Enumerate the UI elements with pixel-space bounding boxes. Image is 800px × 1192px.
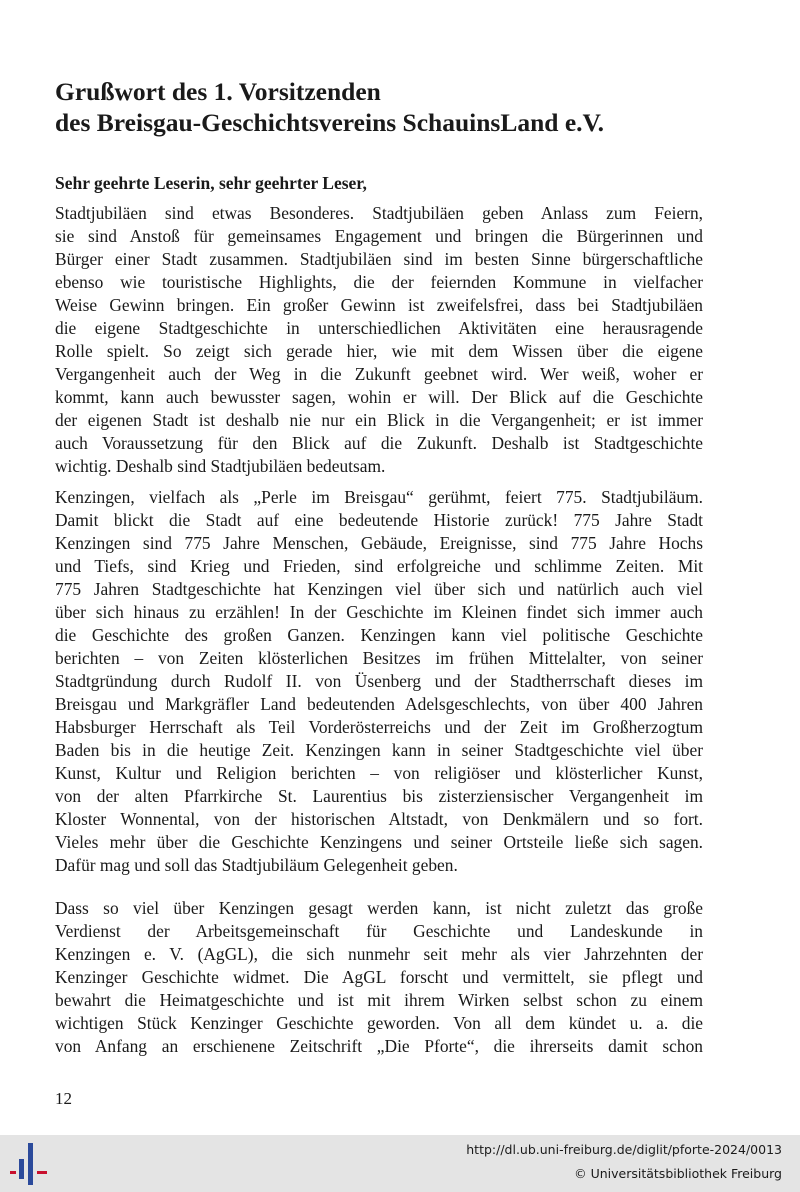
text-line: Vergangenheit auch der Weg in die Zukunft geebnet wird. Wer weiß, woher er: [55, 364, 703, 384]
text-line: berichten – von Zeiten klösterlichen Besitzes im frühen Mittelalter, von seiner: [55, 648, 703, 668]
text-line: über sich hinaus zu erzählen! In der Geschichte im Kleinen findet sich immer auch: [55, 602, 703, 622]
paragraph-2: [55, 486, 703, 877]
footer-bar: [0, 1135, 800, 1192]
title-line-2: des Breisgau-Geschichtsvereins SchauinsLand e.V.: [55, 108, 605, 137]
title-line-1: Grußwort des 1. Vorsitzenden: [55, 77, 381, 106]
text-line: auch Voraussetzung für den Blick auf die Zukunft. Deshalb ist Stadtgeschichte: [55, 433, 703, 453]
text-line: Dafür mag und soll das Stadtjubiläum Gelegenheit geben.: [55, 855, 458, 875]
text-line: Rolle spielt. So zeigt sich gerade hier, wie mit dem Wissen über die eigene: [55, 341, 703, 361]
page-title: [55, 76, 755, 138]
text-line: von der alten Pfarrkirche St. Laurentius bis zisterziensischer Vergangenheit im: [55, 786, 703, 806]
text-line: Bürger einer Stadt zusammen. Stadtjubiläen sind im besten Sinne bürgerschaftliche: [55, 249, 703, 269]
ub-freiburg-logo-icon: [8, 1141, 52, 1187]
source-url-link[interactable]: http://dl.ub.uni-freiburg.de/diglit/pforte-2024/0013: [466, 1142, 782, 1157]
text-line: Weise Gewinn bringen. Ein großer Gewinn ist zweifelsfrei, dass bei Stadtjubiläen: [55, 295, 703, 315]
text-line: Breisgau und Markgräfler Land bedeutenden Adelsgeschlechts, von über 400 Jahren: [55, 694, 703, 714]
text-line: wichtigen Stück Kenzinger Geschichte geworden. Von all dem kündet u. a. die: [55, 1013, 703, 1033]
text-line: Baden bis in die heutige Zeit. Kenzingen kann in seiner Stadtgeschichte viel über: [55, 740, 703, 760]
text-line: bewahrt die Heimatgeschichte und ist mit ihrem Wirken selbst schon zu einem: [55, 990, 703, 1010]
text-line: Kenzingen e. V. (AgGL), die sich nunmehr seit mehr als vier Jahrzehnten der: [55, 944, 703, 964]
text-line: sie sind Anstoß für gemeinsames Engagement und bringen die Bürgerinnen und: [55, 226, 703, 246]
page-number: 12: [55, 1089, 72, 1108]
text-line: Vieles mehr über die Geschichte Kenzingens und seiner Ortsteile ließe sich sagen.: [55, 832, 703, 852]
text-line: die Geschichte des großen Ganzen. Kenzingen kann viel politische Geschichte: [55, 625, 703, 645]
copyright-notice: © Universitätsbibliothek Freiburg: [574, 1166, 782, 1181]
text-line: Damit blickt die Stadt auf eine bedeutende Historie zurück! 775 Jahre Stadt: [55, 510, 703, 530]
text-line: Dass so viel über Kenzingen gesagt werden kann, ist nicht zuletzt das große: [55, 898, 703, 918]
text-line: von Anfang an erschienene Zeitschrift „Die Pforte“, die ihrerseits damit schon: [55, 1036, 703, 1056]
text-line: kommt, kann auch bewusster sagen, wohin er will. Der Blick auf die Geschichte: [55, 387, 703, 407]
salutation: Sehr geehrte Leserin, sehr geehrter Leser,: [55, 173, 367, 193]
text-line: Habsburger Herrschaft als Teil Vorderösterreichs und der Zeit im Großherzogtum: [55, 717, 703, 737]
text-line: Kenzinger Geschichte widmet. Die AgGL forscht und vermittelt, sie pflegt und: [55, 967, 703, 987]
text-line: Verdienst der Arbeitsgemeinschaft für Geschichte und Landeskunde in: [55, 921, 703, 941]
text-line: Kunst, Kultur und Religion berichten – von religiöser und klösterlicher Kunst,: [55, 763, 703, 783]
text-line: Stadtjubiläen sind etwas Besonderes. Stadtjubiläen geben Anlass zum Feiern,: [55, 203, 703, 223]
text-line: Kloster Wonnental, von der historischen Altstadt, von Denkmälern und so fort.: [55, 809, 703, 829]
text-line: Kenzingen, vielfach als „Perle im Breisgau“ gerühmt, feiert 775. Stadtjubiläum.: [55, 487, 703, 507]
text-line: wichtig. Deshalb sind Stadtjubiläen bedeutsam.: [55, 456, 386, 476]
paragraph-1: [55, 202, 703, 478]
paragraph-3: [55, 897, 703, 1058]
text-line: und Tiefs, sind Krieg und Frieden, sind erfolgreiche und schlimme Zeiten. Mit: [55, 556, 703, 576]
text-line: Stadtgründung durch Rudolf II. von Üsenberg und der Stadtherrschaft dieses im: [55, 671, 703, 691]
text-line: 775 Jahren Stadtgeschichte hat Kenzingen viel über sich und natürlich auch viel: [55, 579, 703, 599]
text-line: der eigenen Stadt ist deshalb nie nur ein Blick in die Vergangenheit; er ist immer: [55, 410, 703, 430]
text-line: Kenzingen sind 775 Jahre Menschen, Gebäude, Ereignisse, sind 775 Jahre Hochs: [55, 533, 703, 553]
text-line: die eigene Stadtgeschichte in unterschiedlichen Aktivitäten eine herausragende: [55, 318, 703, 338]
text-line: ebenso wie touristische Highlights, die der feiernden Kommune in vielfacher: [55, 272, 703, 292]
